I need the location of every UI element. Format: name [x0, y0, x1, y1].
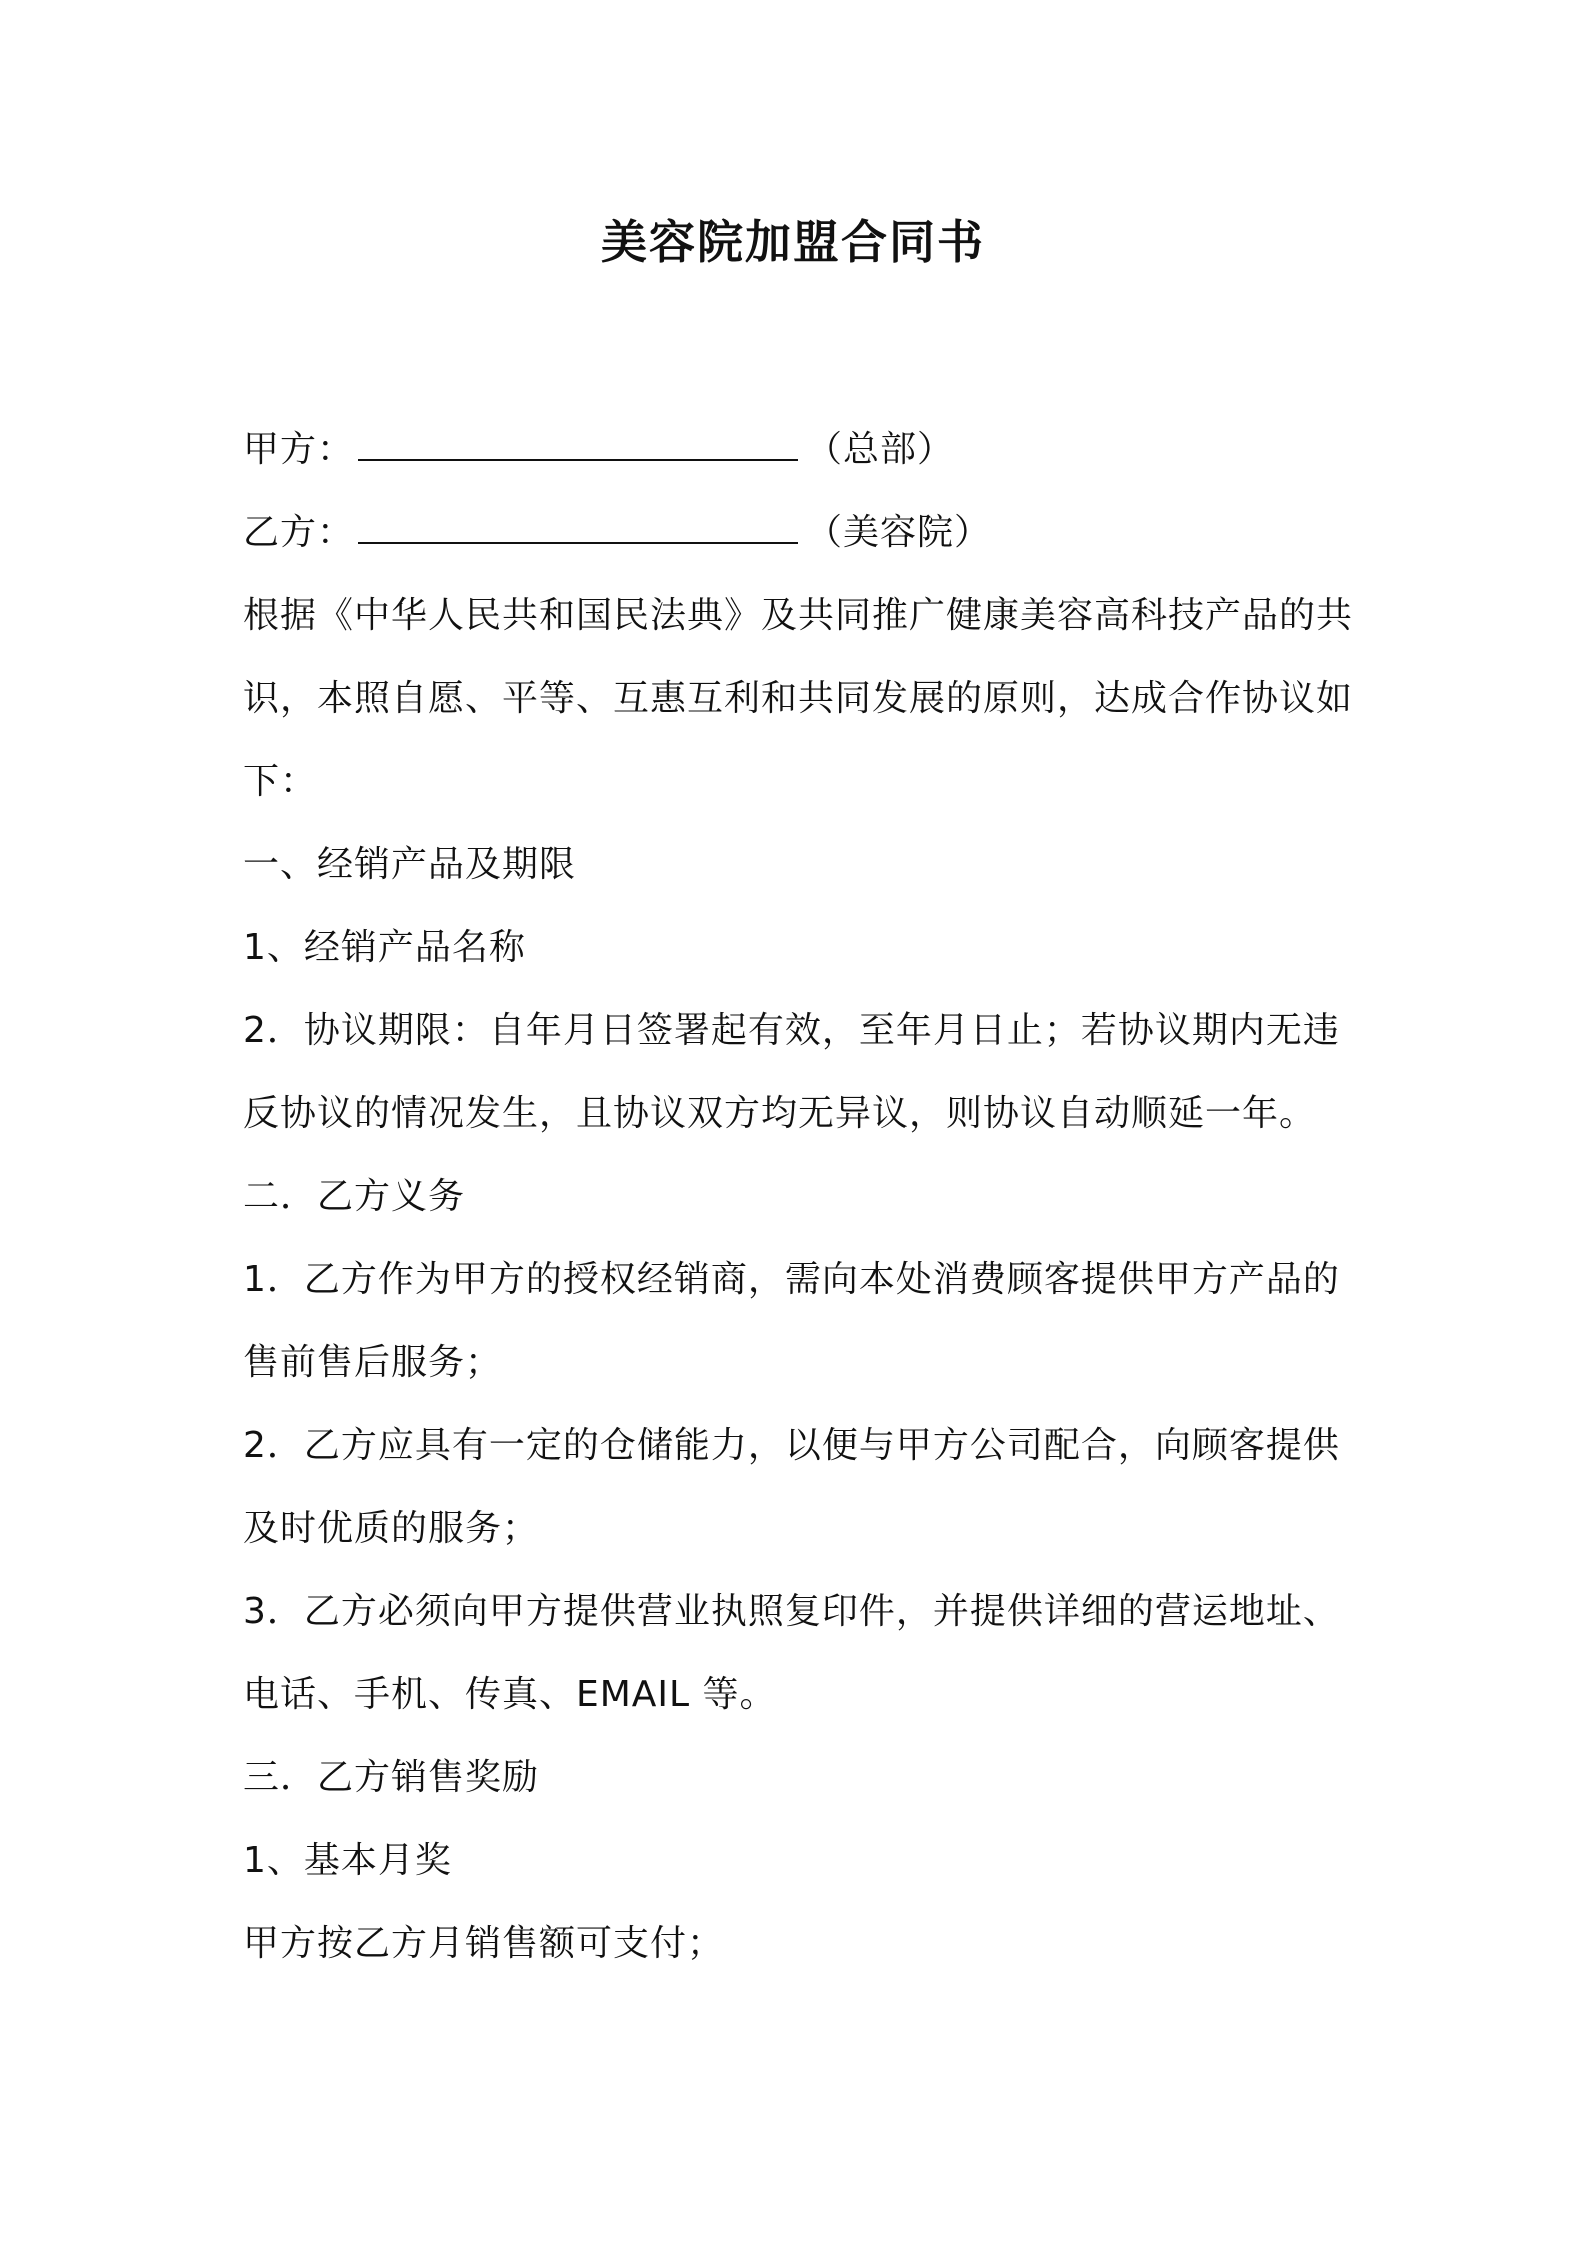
clause-line: 反协议的情况发生，且协议双方均无异议，则协议自动顺延一年。 [243, 1093, 1317, 1134]
document-title: 美容院加盟合同书 [601, 215, 985, 269]
party-b-label: 乙方： [243, 512, 355, 553]
clause-line: 及时优质的服务； [243, 1508, 540, 1549]
party-a-suffix: （总部） [806, 429, 955, 470]
clause-line: 甲方按乙方月销售额可支付； [243, 1923, 725, 1964]
paragraph-line: 根据《中华人民共和国民法典》及共同推广健康美容高科技产品的共 [243, 595, 1354, 636]
clause-line: 1、经销产品名称 [243, 927, 526, 968]
clause-line: 3．乙方必须向甲方提供营业执照复印件，并提供详细的营运地址、 [243, 1591, 1340, 1632]
clause-line: 2．协议期限：自年月日签署起有效，至年月日止；若协议期内无违 [243, 1010, 1340, 1051]
clause-line: 2．乙方应具有一定的仓储能力，以便与甲方公司配合，向顾客提供 [243, 1425, 1340, 1466]
section-heading: 三．乙方销售奖励 [243, 1757, 540, 1798]
section-heading: 二．乙方义务 [243, 1176, 466, 1217]
party-b-blank [358, 502, 798, 544]
section-heading: 一、经销产品及期限 [243, 844, 577, 885]
paragraph-line: 识，本照自愿、平等、互惠互利和共同发展的原则，达成合作协议如 [243, 678, 1354, 719]
party-a-label: 甲方： [243, 429, 355, 470]
clause-line: 售前售后服务； [243, 1342, 503, 1383]
party-b-line [243, 491, 1353, 574]
clause-line: 1．乙方作为甲方的授权经销商，需向本处消费顾客提供甲方产品的 [243, 1259, 1340, 1300]
party-a-blank [358, 419, 798, 461]
paragraph-line: 下： [243, 761, 318, 802]
party-b-suffix: （美容院） [806, 512, 992, 553]
document-body [243, 408, 1353, 1985]
clause-line: 1、基本月奖 [243, 1840, 452, 1881]
clause-line: 电话、手机、传真、EMAIL 等。 [243, 1674, 777, 1715]
party-a-line [243, 408, 1353, 491]
